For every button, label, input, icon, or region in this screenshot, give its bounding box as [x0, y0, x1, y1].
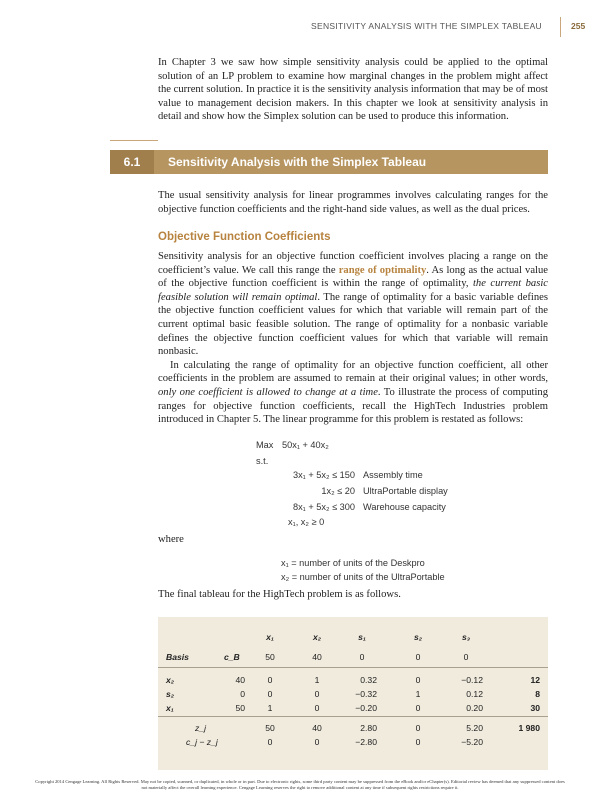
- term-range-of-optimality: range of optimality: [338, 264, 427, 276]
- running-header: SENSITIVITY ANALYSIS WITH THE SIMPLEX TABLEAU: [311, 21, 542, 31]
- tableau-cell: 0: [267, 689, 273, 699]
- definition-x1: x₁ = number of units of the Deskpro: [281, 558, 425, 568]
- final-tableau-sentence: The final tableau for the HighTech problem is as follows.: [158, 589, 401, 600]
- cost-cell: 0: [359, 652, 365, 662]
- table-rule: [158, 667, 548, 668]
- cost-cell: 0: [463, 652, 469, 662]
- page-number: 255: [571, 21, 586, 31]
- constraint-label: Warehouse capacity: [363, 502, 446, 512]
- tableau-cell: 0.12: [466, 689, 483, 699]
- cb-value: 50: [235, 703, 245, 713]
- section-lead-rule: [110, 140, 158, 141]
- cost-cell: 50: [265, 652, 275, 662]
- var-header: s₃: [461, 632, 471, 642]
- paragraph-range-of-optimality: Sensitivity analysis for an objective function coefficient involves placing a range on the coefficient’s value. We call this range the range of optimality. As long as the actual value of the objective function coefficient is within the range of optimality, the current basic feasible solution will remain optimal. The range of optimality for a basic variable defines the objective function coefficient values for which that variable will remain part of the current optimal basic feasible solution. The range of optimality for a nonbasic variable defines the objective function coefficient values for which that variable will remain nonbasic.: [158, 251, 549, 358]
- rhs-value: 8: [535, 689, 540, 699]
- cost-cell: 0: [415, 652, 421, 662]
- header-divider: [560, 17, 561, 37]
- intro-paragraph: In Chapter 3 we saw how simple sensitivity analysis could be applied to the optimal solution of an LP problem to examine how marginal changes in the problem might affect the current solution. In practice it is the sensitivity analysis information that may be of most value to management decision makers. In this chapter we look at sensitivity analysis in detail and show how the Simplex solution can be used to produce this information.: [158, 57, 548, 123]
- tableau-cell: 0.32: [360, 675, 377, 685]
- objective-value: 1 980: [518, 723, 540, 733]
- basis-label: Basis: [166, 652, 189, 662]
- table-rule: [158, 716, 548, 717]
- zj-cell: 40: [312, 723, 322, 733]
- var-header: x₁: [266, 632, 274, 642]
- cj-minus-zj-label: c_j − z_j: [186, 737, 218, 747]
- constraint-expr: 1x₂ ≤ 20: [321, 486, 355, 496]
- rhs-value: 30: [530, 703, 540, 713]
- constraint-expr: 8x₁ + 5x₂ ≤ 300: [292, 502, 355, 512]
- basis-var: x₂: [166, 675, 175, 685]
- tableau-cell: 0: [415, 675, 421, 685]
- model-st-label: s.t.: [256, 456, 269, 466]
- tableau-cell: 0: [415, 703, 421, 713]
- paragraph-calculating-range: In calculating the range of optimality for an objective function coefficient, all other coefficients in the problem are assumed to remain at their original values; in other words, only one coefficient is allowed to change at a time. To illustrate the process of computing ranges for objective function coefficients, recall the HighTech Industries problem introduced in Chapter 5. The linear programme for this problem is restated as follows:: [158, 359, 548, 426]
- var-header: x₂: [312, 632, 322, 642]
- constraint-label: Assembly time: [363, 470, 423, 480]
- zj-cell: 50: [265, 723, 275, 733]
- var-header: s₂: [413, 632, 423, 642]
- cb-value: 40: [235, 675, 245, 685]
- basis-var: x₁: [166, 703, 174, 713]
- tableau-cell: 0: [314, 703, 320, 713]
- zj-cell: 2.80: [360, 723, 377, 733]
- tableau-cell: 0: [314, 689, 320, 699]
- cz-cell: 0: [314, 737, 320, 747]
- cb-value: 0: [240, 689, 245, 699]
- var-header: s₁: [358, 632, 366, 642]
- section-title: Sensitivity Analysis with the Simplex Tableau: [168, 155, 427, 169]
- basis-var: s₂: [166, 689, 175, 699]
- cost-cell: 40: [312, 652, 322, 662]
- cz-cell: −2.80: [355, 737, 377, 747]
- section-number: 6.1: [110, 150, 154, 174]
- tableau-cell: −0.12: [461, 675, 483, 685]
- tableau-cell: 1: [415, 689, 421, 699]
- definition-x2: x₂ = number of units of the UltraPortable: [281, 572, 445, 582]
- zj-label: z_j: [195, 723, 206, 733]
- copyright-footer: Copyright 2014 Cengage Learning. All Rights Reserved. May not be copied, scanned, or duplicated, in whole or in part. Due to electronic rights, some third party content may be suppressed from the eBook and/or eChapter(s). Editorial review has deemed that any suppressed content does not materially affect the overall learning experience. Cengage Learning reserves the right to remove additional content at any time if subsequent rights restrictions require it.: [35, 779, 565, 790]
- body-text: [158, 250, 548, 427]
- tableau-cell: −0.32: [355, 689, 377, 699]
- zj-cell: 0: [415, 723, 421, 733]
- cz-cell: −5.20: [461, 737, 483, 747]
- model-max-label: Max: [256, 440, 274, 450]
- constraint-expr: 3x₁ + 5x₂ ≤ 150: [292, 470, 355, 480]
- nonnegativity-constraint: x₁, x₂ ≥ 0: [288, 517, 325, 527]
- zj-cell: 5.20: [466, 723, 483, 733]
- paragraph-usual-analysis: The usual sensitivity analysis for linear programmes involves calculating ranges for the objective function coefficients and the right-hand side values, as well as the dual prices.: [158, 190, 548, 215]
- where-label: where: [158, 534, 184, 545]
- tableau-cell: 1: [314, 675, 320, 685]
- model-objective: 50x₁ + 40x₂: [282, 440, 329, 450]
- cb-label: c_B: [224, 652, 240, 662]
- tableau-cell: 0.20: [466, 703, 483, 713]
- tableau-cell: 0: [267, 675, 273, 685]
- cz-cell: 0: [415, 737, 421, 747]
- rhs-value: 12: [530, 675, 540, 685]
- tableau-cell: −0.20: [355, 703, 377, 713]
- subheading-objective-coefficients: Objective Function Coefficients: [158, 231, 331, 243]
- cz-cell: 0: [267, 737, 273, 747]
- constraint-label: UltraPortable display: [363, 486, 448, 496]
- tableau-cell: 1: [267, 703, 273, 713]
